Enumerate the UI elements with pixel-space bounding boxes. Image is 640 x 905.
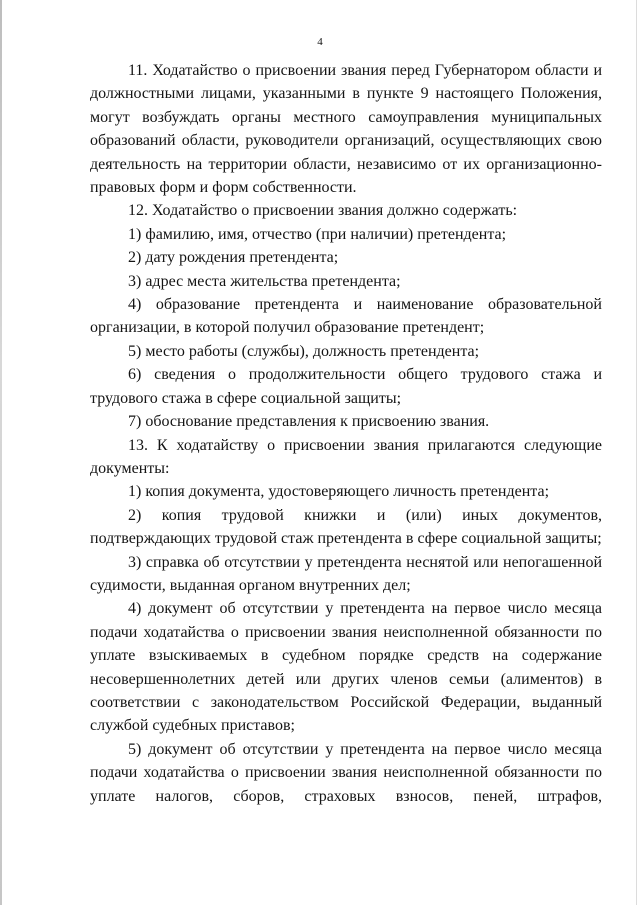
scan-edge-left xyxy=(0,0,2,905)
paragraph-13: 13. К ходатайству о присвоении звания прилагаются следующие документы: xyxy=(90,436,602,477)
list-item-12-1: 1) фамилию, имя, отчество (при наличии) претендента; xyxy=(128,225,507,243)
paragraph-12: 12. Ходатайство о присвоении звания должно содержать: xyxy=(128,202,518,220)
list-item-13-4: 4) документ об отсутствии у претендента на первое число месяца подачи ходатайства о присвоении звания неисполненной обязанности по уплате взыскиваемых в судебном порядке средств на содержание несовершеннолетних детей или других членов семьи (алиментов) в соответствии с законодательством Российской Федерации, выданный службой судебных приставов; xyxy=(90,600,602,735)
document-body xyxy=(90,59,602,808)
list-item-13-1: 1) копия документа, удостоверяющего личность претендента; xyxy=(128,483,550,501)
list-item-13-5: 5) документ об отсутствии у претендента на первое число месяца подачи ходатайства о присвоении звания неисполненной обязанности по уплате налогов, сборов, страховых взносов, пеней, штрафов, xyxy=(90,740,602,805)
list-item-13-3: 3) справка об отсутствии у претендента неснятой или непогашенной судимости, выданная органом внутренних дел; xyxy=(90,553,602,594)
list-item-12-4: 4) образование претендента и наименование образовательной организации, в которой получил образование претендент; xyxy=(90,296,602,337)
list-item-12-6: 6) сведения о продолжительности общего трудового стажа и трудового стажа в сфере социальной защиты; xyxy=(90,366,602,407)
page-number: 4 xyxy=(317,36,323,48)
list-item-12-7: 7) обоснование представления к присвоению звания. xyxy=(128,413,490,431)
list-item-12-3: 3) адрес места жительства претендента; xyxy=(128,272,401,290)
list-item-12-2: 2) дату рождения претендента; xyxy=(128,249,339,267)
list-item-13-2: 2) копия трудовой книжки и (или) иных документов, подтверждающих трудовой стаж претендента в сфере социальной защиты; xyxy=(90,506,602,548)
paragraph-11: 11. Ходатайство о присвоении звания перед Губернатором области и должностными лицами, указанными в пункте 9 настоящего Положения, могут возбуждать органы местного самоуправления муниципальных образований области, руководители организаций, осуществляющих свою деятельность на территории области, независимо от их организационно-правовых форм и форм собственности. xyxy=(90,62,602,197)
scan-edge-right xyxy=(636,0,637,905)
list-item-12-5: 5) место работы (службы), должность претендента; xyxy=(128,342,480,360)
